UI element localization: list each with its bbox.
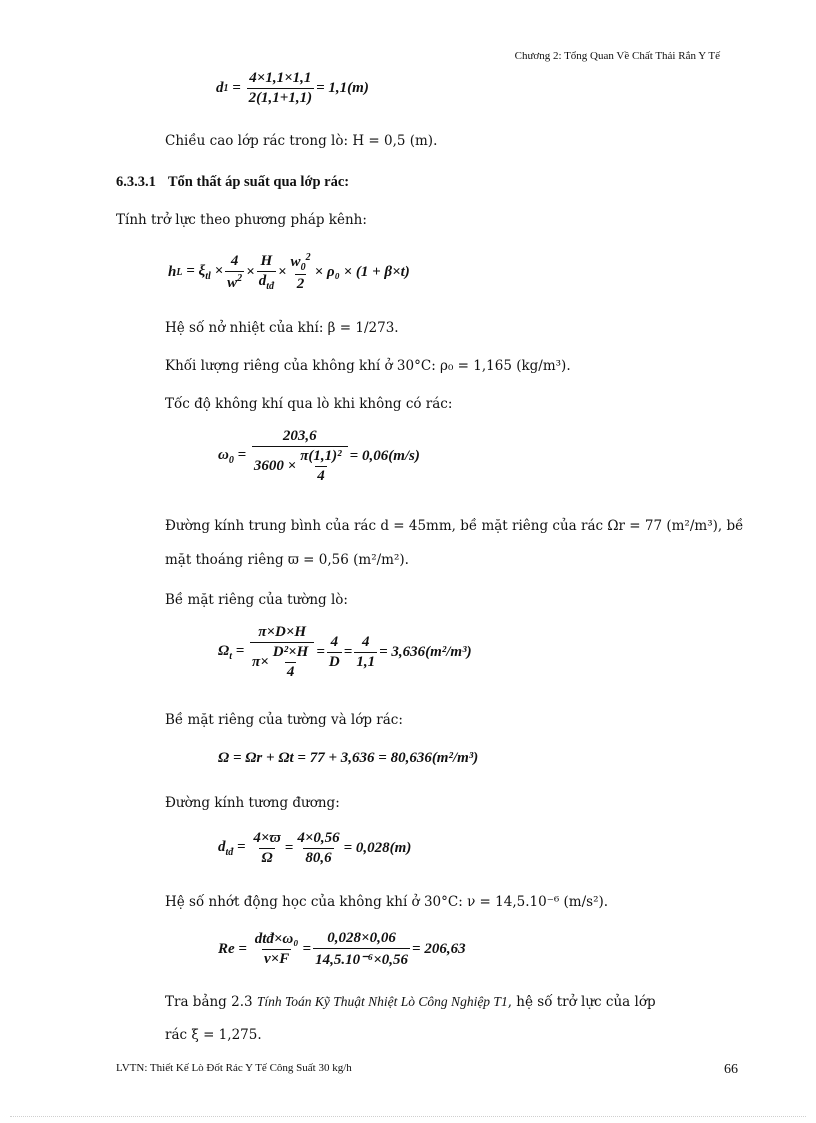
- paragraph-table-line1: Tra bảng 2.3 Tính Toán Kỹ Thuật Nhiệt Lò Công Nghiệp T1, hệ số trở lực của lớp: [165, 994, 656, 1010]
- section-heading: [116, 174, 349, 191]
- page-number: 66: [724, 1062, 738, 1077]
- equation-d1: d 1 = $\frac{4\times 1,1\times 1,1}{2(1,1+1,1)}$ = 1,1(m): [216, 70, 369, 106]
- equation-reynolds: Re = $\frac{\text{dtđ×ω₀}}{\nu\times F}$ = $\frac{0,028\times 0,06}{\text{14,5.10⁻⁶×0,56}}$ = 206,63: [218, 930, 466, 968]
- eq-re-result: = 206,63: [412, 941, 466, 957]
- paragraph-diameter-line1: Đường kính trung bình của rác d = 45mm, bề mặt riêng của rác Ωr = 77 (m²/m³), bề: [165, 518, 744, 534]
- paragraph-table-line2: rác ξ = 1,275.: [165, 1027, 262, 1043]
- paragraph-total-surface: Bề mặt riêng của tường và lớp rác:: [165, 712, 403, 728]
- paragraph-method: Tính trở lực theo phương pháp kênh:: [116, 212, 367, 228]
- eq-d1-lhs: d: [216, 80, 224, 96]
- paragraph-diameter-line2: mặt thoáng riêng ϖ = 0,56 (m²/m²).: [165, 552, 409, 568]
- eq-d1-result: = 1,1(m): [316, 80, 369, 96]
- equation-omega-t: $\Omega_t$ = π×D×H π× $\frac{\text{D²×H}}{4}$ = $\frac{4}{D}$ = $\frac{4}{1,1}$ = 3,636(m²/m³): [218, 624, 472, 680]
- equation-omega-total: Ω = Ωr + Ωt = 77 + 3,636 = 80,636(m²/m³): [218, 750, 479, 766]
- eq-dtd-result: = 0,028(m): [343, 840, 412, 856]
- eq-omega0-result: = 0,06(m/s): [349, 448, 420, 464]
- eq-omega-t-result: = 3,636(m²/m³): [379, 644, 472, 660]
- paragraph-wall-surface: Bề mặt riêng của tường lò:: [165, 592, 348, 608]
- eq-d1-fraction: $\frac{4\times 1,1\times 1,1}{2(1,1+1,1)}$: [248, 70, 313, 106]
- eq-hl-tail: × ρ₀ × (1 + β×t): [314, 264, 410, 280]
- paragraph-viscosity: Hệ số nhớt động học của không khí ở 30°C: ν = 14,5.10⁻⁶ (m/s²).: [165, 894, 609, 910]
- equation-omega0: $\omega_0$ = 203,6 3600 × $\frac{\text{π(1,1)²}}{4}$ = 0,06(m/s): [218, 428, 420, 484]
- page-border: [10, 1116, 806, 1117]
- book-title: Tính Toán Kỹ Thuật Nhiệt Lò Công Nghiệp T1: [256, 994, 508, 1009]
- paragraph-density: Khối lượng riêng của không khí ở 30°C: ρ₀ = 1,165 (kg/m³).: [165, 358, 571, 374]
- section-number: 6.3.3.1: [116, 174, 156, 190]
- footer-title: LVTN: Thiết Kế Lò Đốt Rác Y Tế Công Suất 30 kg/h: [116, 1062, 352, 1074]
- equation-dtd: $d_{tđ}$ = $\frac{4\times ϖ}{\Omega}$ = $\frac{4\times 0,56}{80,6}$ = 0,028(m): [218, 830, 412, 866]
- eq-d1-lhs-sub: 1: [223, 83, 229, 94]
- paragraph-speed-label: Tốc độ không khí qua lò khi không có rác:: [165, 396, 453, 412]
- paragraph-height: Chiều cao lớp rác trong lò: H = 0,5 (m).: [165, 133, 438, 149]
- section-title: Tổn thất áp suất qua lớp rác:: [167, 174, 350, 190]
- page-header: Chương 2: Tổng Quan Về Chất Thải Rắn Y Tế: [514, 50, 720, 62]
- equation-hl: h L = $\xi_{tl}$ × $\frac{4}{w^2}$ × $\frac{H}{d_{tđ}}$ × $\frac{w_0^2}{2}$ × ρ₀ × (1 + β×t): [168, 252, 410, 292]
- paragraph-beta: Hệ số nở nhiệt của khí: β = 1/273.: [165, 320, 399, 336]
- paragraph-equiv-diameter: Đường kính tương đương:: [165, 795, 340, 811]
